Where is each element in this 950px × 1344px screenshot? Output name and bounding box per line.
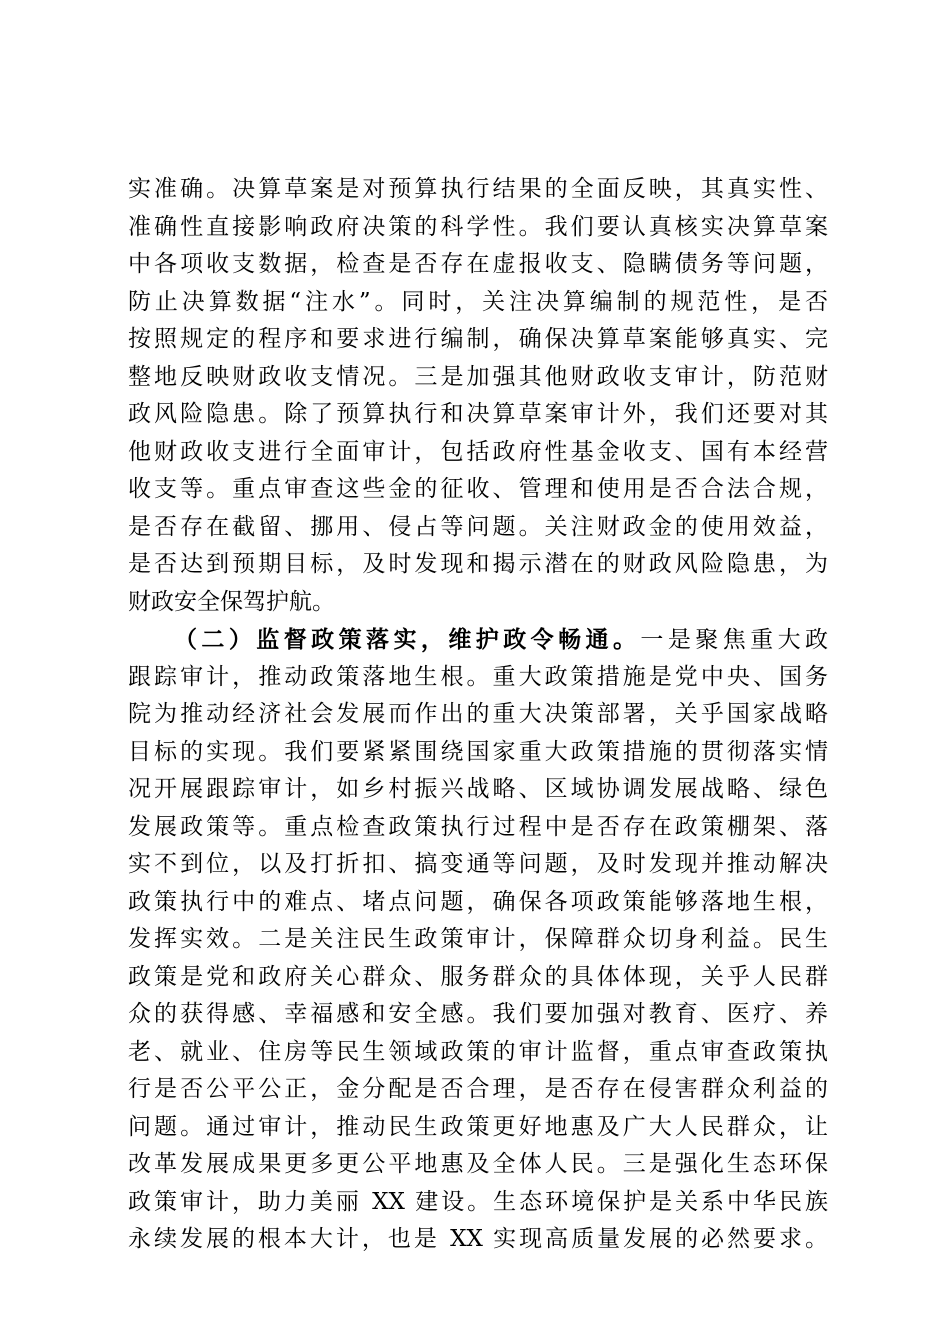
paragraph-2-line-5: 况开展跟踪审计，如乡村振兴战略、区域协调发展战略、绿色 (128, 776, 828, 802)
paragraph-1-line-12: 财政安全保驾护航。 (128, 588, 335, 615)
paragraph-1-line-5: 按照规定的程序和要求进行编制，确保决算草案能够真实、完 (128, 326, 828, 352)
paragraph-1-line-9: 收支等。重点审查这些金的征收、管理和使用是否合法合规， (128, 476, 828, 502)
paragraph-1-line-4: 防止决算数据“注水”。同时，关注决算编制的规范性，是否 (128, 288, 828, 315)
body-text (128, 171, 828, 1259)
paragraph-2-line-9: 发挥实效。二是关注民生政策审计，保障群众切身利益。民生 (128, 926, 828, 952)
paragraph-2-line-7: 实不到位，以及打折扣、搞变通等问题，及时发现并推动解决 (128, 851, 828, 877)
paragraph-2-line-11: 众的获得感、幸福感和安全感。我们要加强对教育、医疗、养 (128, 1001, 828, 1027)
paragraph-2-line-16: 政策审计，助力美丽 XX 建设。生态环境保护是关系中华民族 (128, 1188, 828, 1215)
paragraph-2-line-3: 院为推动经济社会发展而作出的重大决策部署，关乎国家战略 (128, 701, 828, 727)
paragraph-1-line-11: 是否达到预期目标，及时发现和揭示潜在的财政风险隐患，为 (128, 551, 828, 577)
paragraph-1-line-2: 准确性直接影响政府决策的科学性。我们要认真核实决算草案 (128, 213, 828, 240)
paragraph-1-line-7: 政风险隐患。除了预算执行和决算草案审计外，我们还要对其 (128, 401, 828, 427)
paragraph-2-line-1-rest: 一是聚焦重大政 (640, 627, 829, 653)
paragraph-2-line-2: 跟踪审计，推动政策落地生根。重大政策措施是党中央、国务 (128, 663, 828, 690)
paragraph-1-line-10: 是否存在截留、挪用、侵占等问题。关注财政金的使用效益， (128, 513, 828, 540)
paragraph-2-line-13: 行是否公平公正，金分配是否合理，是否存在侵害群众利益的 (128, 1076, 828, 1102)
paragraph-1-line-3: 中各项收支数据，检查是否存在虚报收支、隐瞒债务等问题， (128, 251, 828, 277)
paragraph-1-line-1: 实准确。决算草案是对预算执行结果的全面反映，其真实性、 (128, 176, 828, 202)
paragraph-2-line-17: 永续发展的根本大计，也是 XX 实现高质量发展的必然要求。 (128, 1226, 828, 1252)
paragraph-2-line-14: 问题。通过审计，推动民生政策更好地惠及广大人民群众，让 (128, 1113, 828, 1140)
paragraph-2-line-12: 老、就业、住房等民生领域政策的审计监督，重点审查政策执 (128, 1038, 828, 1065)
paragraph-2-line-8: 政策执行中的难点、堵点问题，确保各项政策能够落地生根， (128, 888, 828, 915)
paragraph-2-line-10: 政策是党和政府关心群众、服务群众的具体体现，关乎人民群 (128, 963, 828, 990)
paragraph-1-line-6: 整地反映财政收支情况。三是加强其他财政收支审计，防范财 (128, 363, 828, 390)
paragraph-2-line-6: 发展政策等。重点检查政策执行过程中是否存在政策棚架、落 (128, 813, 828, 840)
paragraph-2-line-15: 改革发展成果更多更公平地惠及全体人民。三是强化生态环保 (128, 1151, 828, 1177)
paragraph-1-line-8: 他财政收支进行全面审计，包括政府性基金收支、国有本经营 (128, 438, 828, 465)
paragraph-2-line-1 (128, 621, 828, 659)
section-heading: （二）监督政策落实，维护政令畅通。 (174, 626, 641, 653)
paragraph-2-line-4: 目标的实现。我们要紧紧围绕国家重大政策措施的贯彻落实情 (128, 738, 828, 765)
